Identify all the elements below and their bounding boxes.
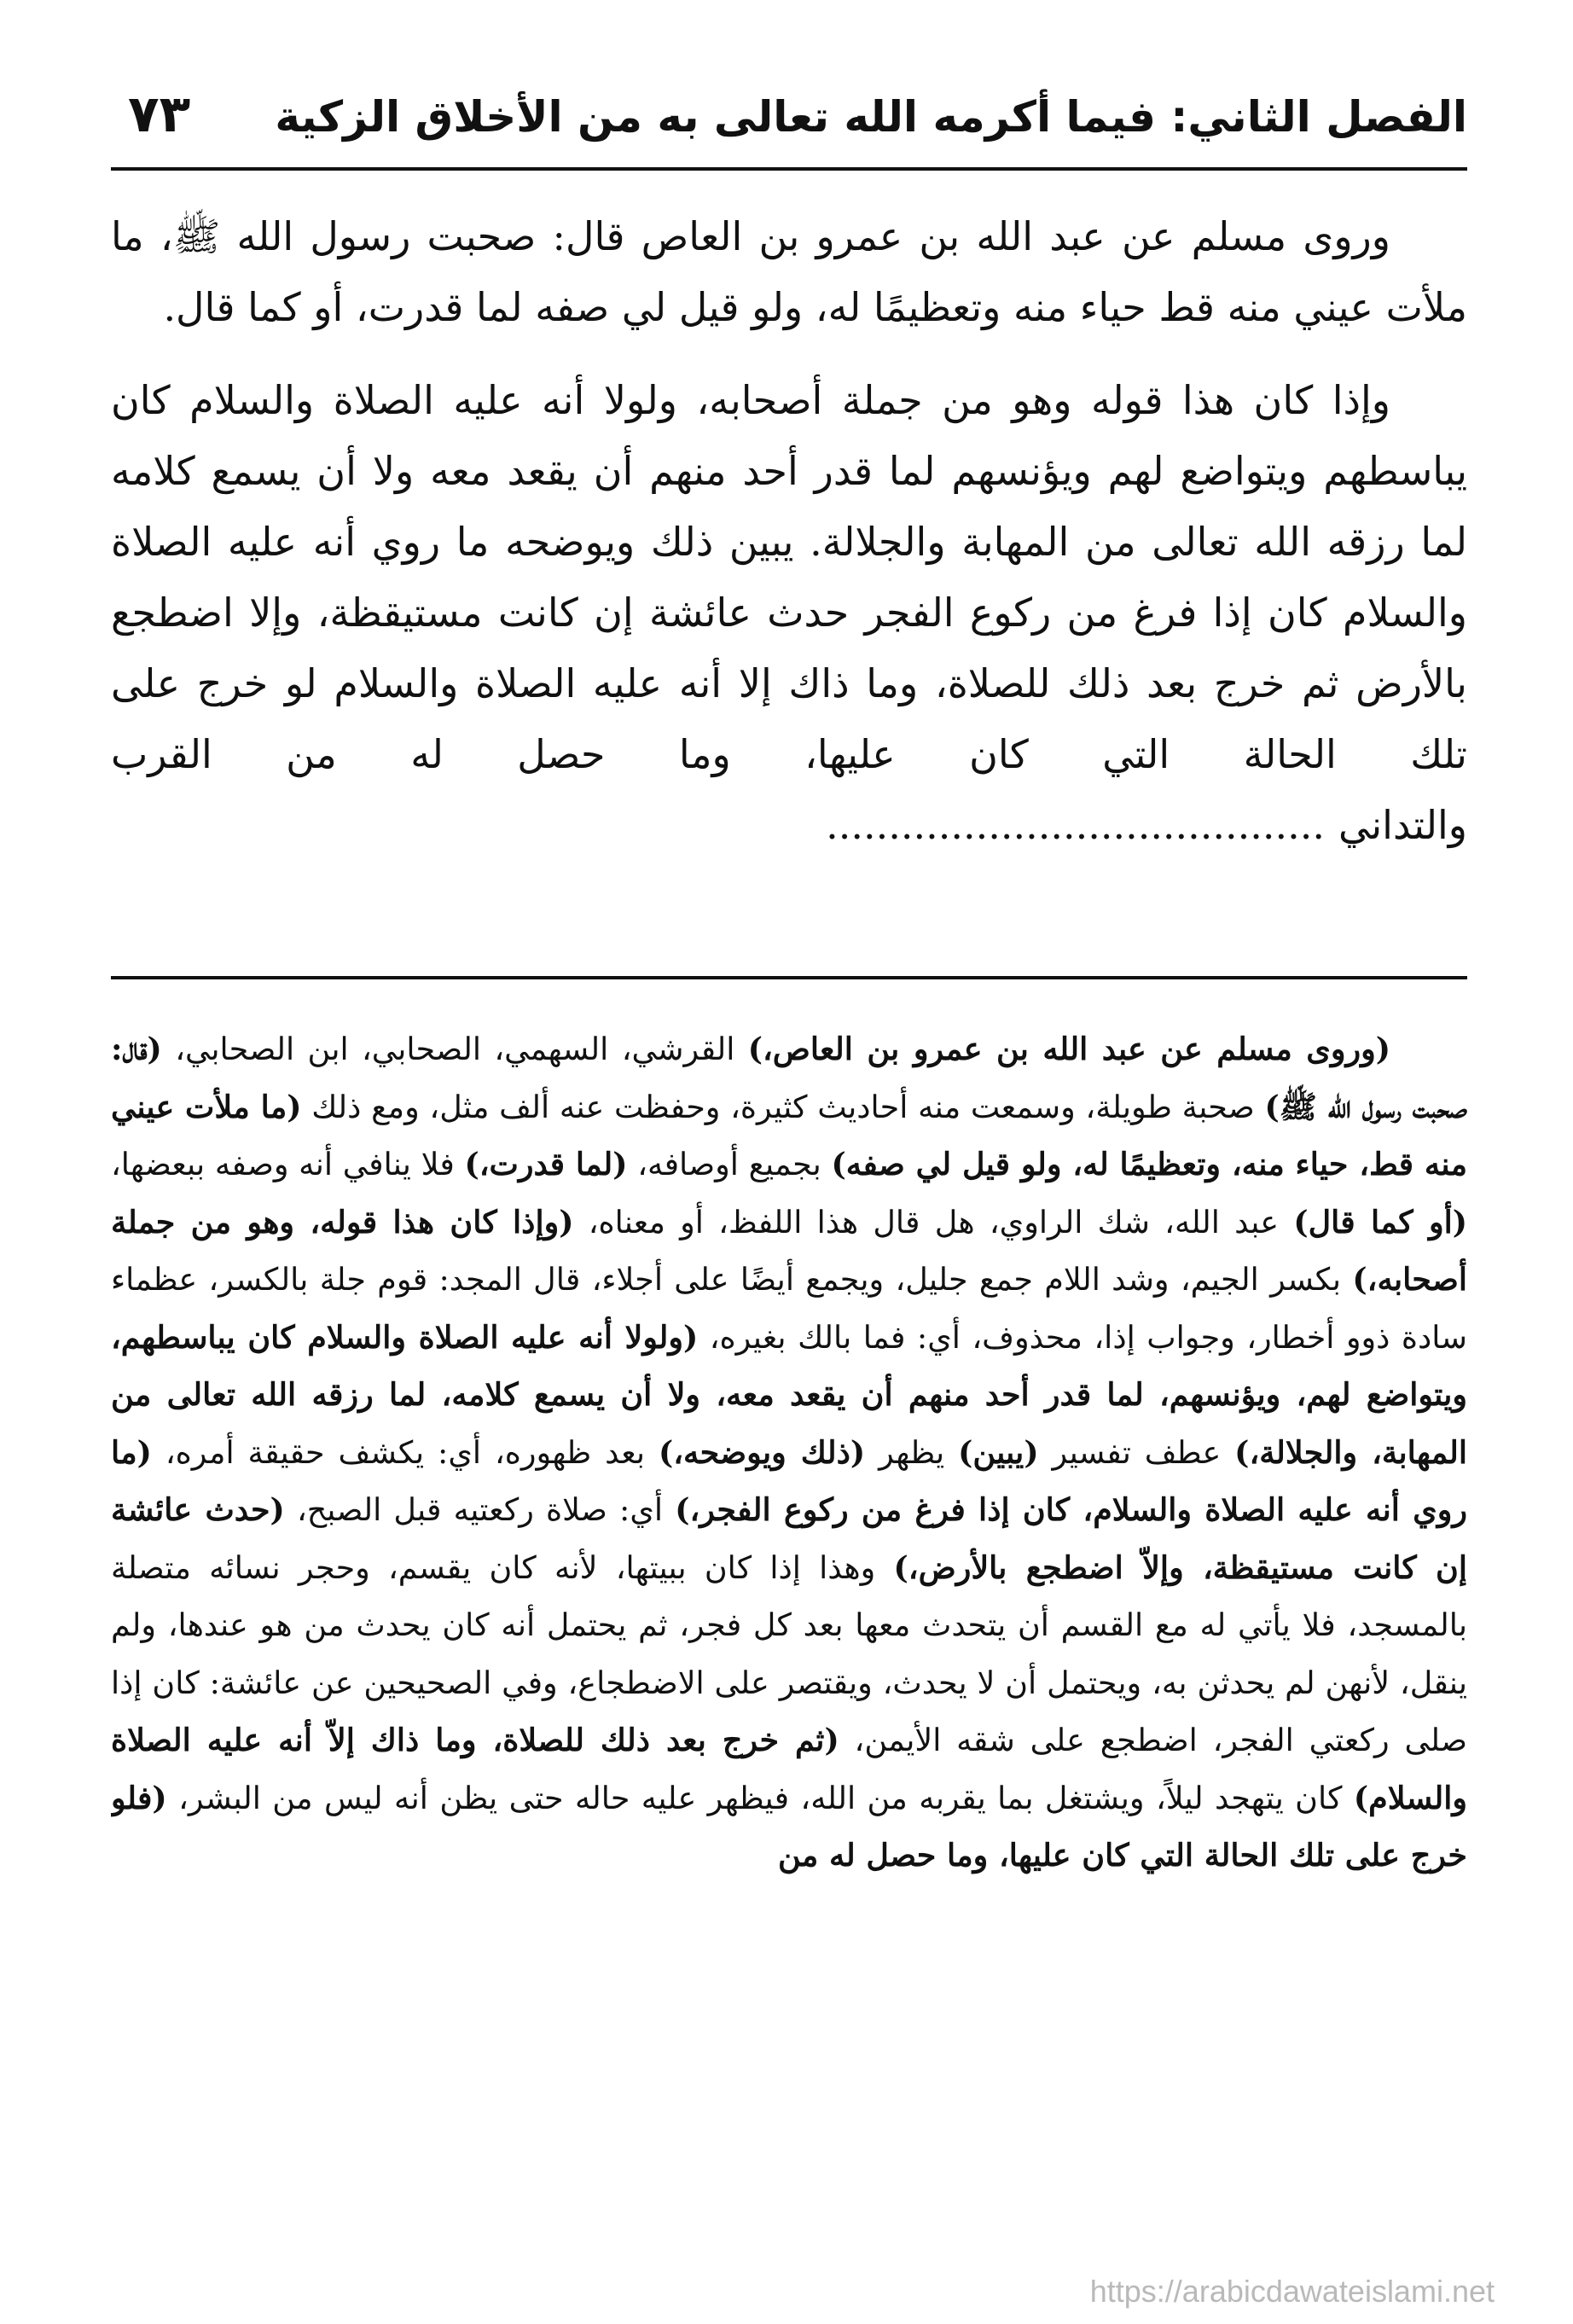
quoted-text: (ولولا أنه عليه الصلاة والسلام كان يباسطهم، ويتواضع لهم، ويؤنسهم، لما قدر أحد منهم أن يقعد معه، ولا أن يسمع كلامه، لما رزقه الله تعالى من المهابة، والجلالة،): [111, 1318, 1467, 1471]
commentary-text: يظهر: [865, 1433, 959, 1471]
running-header: [111, 78, 1467, 160]
quoted-text: (ما روي أنه عليه الصلاة والسلام، كان إذا فرغ من ركوع الفجر،): [111, 1433, 1467, 1528]
continuation-dots: ........................................: [826, 802, 1326, 848]
commentary-text: بكسر الجيم، وشد اللام جمع جليل، ويجمع أيضًا على أجلاء، قال المجد: قوم جلة بالكسر، عظماء سادة ذوو أخطار، وجواب إذا، محذوف، أي: فما بالك بغيره،: [111, 1261, 1467, 1356]
commentary-text: القرشي، السهمي، الصحابي، ابن الصحابي،: [161, 1031, 748, 1067]
commentary-text: عطف تفسير: [1038, 1433, 1235, 1471]
site-watermark: https://arabicdawateislami.net: [1089, 2274, 1495, 2309]
commentary-text: كان يتهجد ليلاً، ويشتغل بما يقربه من الله، فيظهر عليه حاله حتى يظن أنه ليس من البشر،: [166, 1779, 1354, 1816]
commentary-text: صحبة طويلة، وسمعت منه أحاديث كثيرة، وحفظت عنه ألف مثل، ومع ذلك: [301, 1088, 1265, 1125]
commentary-text: بجميع أوصافه،: [627, 1146, 832, 1182]
quoted-text: (أو كما قال): [1293, 1203, 1467, 1240]
quoted-text: (ما ملأت عيني منه قط، حياء منه، وتعظيمًا له، ولو قيل لي صفه): [111, 1088, 1467, 1182]
commentary-text: عبد الله، شك الراوي، هل قال هذا اللفظ، أو معناه،: [573, 1203, 1294, 1240]
commentary-divider: [111, 976, 1467, 979]
quoted-text: (يبين): [958, 1433, 1039, 1471]
commentary: [111, 1020, 1467, 2223]
main-paragraph: وروى مسلم عن عبد الله بن عمرو بن العاص قال: صحبت رسول الله ﷺ، ما ملأت عيني منه قط حياء منه وتعظيمًا له، ولو قيل لي صفه لما قدرت، أو كما قال.: [111, 213, 1467, 330]
commentary-text: وهذا إذا كان ببيتها، لأنه كان يقسم، وحجر نسائه متصلة بالمسجد، فلا يأتي له مع القسم أن يتحدث معها بعد كل فجر، ثم يحتمل أنه كان يحدث من هو عندها، ولم ينقل، لأنهن لم يحدثن به، ويحتمل أن لا يحدث، ويقتصر على الاضطجاع، وفي الصحيحين عن عائشة: كان إذا صلى ركعتي الفجر، اضطجع على شقه الأيمن،: [111, 1548, 1467, 1758]
commentary-paragraph: [111, 1020, 1467, 1885]
quoted-text: (وإذا كان هذا قوله، وهو من جملة أصحابه،): [111, 1203, 1467, 1298]
quoted-text: (فلو خرج على تلك الحالة التي كان عليها، وما حصل له من: [111, 1779, 1467, 1874]
quoted-text: (قال: صحبت رسول الله ﷺ): [111, 1031, 1467, 1125]
main-text: [111, 201, 1467, 861]
quoted-text: (ثم خرج بعد ذلك للصلاة، وما ذاك إلاّ أنه عليه الصلاة والسلام): [111, 1722, 1467, 1816]
quoted-text: (حدث عائشة إن كانت مستيقظة، وإلاّ اضطجع بالأرض،): [111, 1491, 1467, 1586]
quoted-text: (لما قدرت،): [464, 1146, 628, 1182]
main-paragraph-text: وإذا كان هذا قوله وهو من جملة أصحابه، ولولا أنه عليه الصلاة والسلام كان يباسطهم ويتواضع لهم ويؤنسهم لما قدر أحد منهم أن يقعد معه ولا أن يسمع كلامه لما رزقه الله تعالى من المهابة والجلالة. يبين ذلك ويوضحه ما روي أنه عليه الصلاة والسلام كان إذا فرغ من ركوع الفجر حدث عائشة إن كانت مستيقظة، وإلا اضطجع بالأرض ثم خرج بعد ذلك للصلاة، وما ذاك إلا أنه عليه الصلاة والسلام لو خرج على تلك الحالة التي كان عليها، وما حصل له من القرب والتداني: [111, 377, 1467, 848]
quoted-text: (ذلك ويوضحه،): [658, 1433, 866, 1471]
commentary-text: بعد ظهوره، أي: يكشف حقيقة أمره،: [151, 1433, 659, 1471]
commentary-text: أي: صلاة ركعتيه قبل الصبح،: [284, 1491, 676, 1528]
chapter-title: الفصل الثاني: فيما أكرمه الله تعالى به من الأخلاق الزكية: [275, 92, 1467, 142]
page-number: ٧٣: [128, 84, 191, 144]
header-divider: [111, 167, 1467, 171]
quoted-text: (وروى مسلم عن عبد الله بن عمرو بن العاص،): [747, 1031, 1390, 1067]
main-paragraph: [111, 365, 1467, 861]
commentary-text: فلا ينافي أنه وصفه ببعضها،: [111, 1146, 465, 1182]
